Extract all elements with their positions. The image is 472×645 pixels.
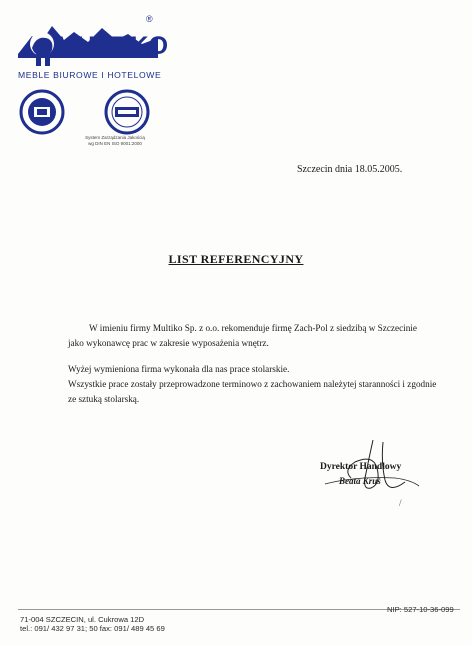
pen-mark: / [399, 498, 402, 508]
footer-nip: NIP: 527-10-36-099 [387, 605, 454, 614]
letter-title: LIST REFERENCYJNY [168, 252, 304, 266]
work-description-paragraph: Wyżej wymieniona firma wykonała dla nas prace stolarskie. Wszystkie prace zostały przeprowadzone terminowo z zachowaniem należytej staranności i zgodnie ze sztuką stolarską. [68, 364, 437, 404]
signatory-role: Dyrektor Handlowy [320, 462, 402, 472]
signatory-name: Beata Kruś [339, 476, 381, 486]
recommendation-paragraph: W imieniu firmy Multiko Sp. z o.o. rekomenduje firmę Zach-Pol z siedzibą w Szczecinie jako wykonawcę prac w zakresie wyposażenia wnętrz. [68, 323, 417, 348]
company-tagline: MEBLE BIUROWE I HOTELOWE [18, 70, 162, 80]
place-and-date: Szczecin dnia 18.05.2005. [297, 164, 403, 175]
registered-mark: ® [146, 14, 153, 24]
company-logo-wordmark: MULTIKO [56, 32, 169, 60]
iqnet-certified-seal-icon [104, 89, 150, 135]
footer-address: 71-004 SZCZECIN, ul. Cukrowa 12D [20, 615, 145, 624]
certification-note: System Zarządzania Jakością wg DIN EN ISO 9001:2000 [85, 135, 145, 146]
dqs-certification-seal-icon [19, 89, 65, 135]
footer-phones: tel.: 091/ 432 97 31; 50 fax: 091/ 489 45 69 [20, 624, 165, 633]
